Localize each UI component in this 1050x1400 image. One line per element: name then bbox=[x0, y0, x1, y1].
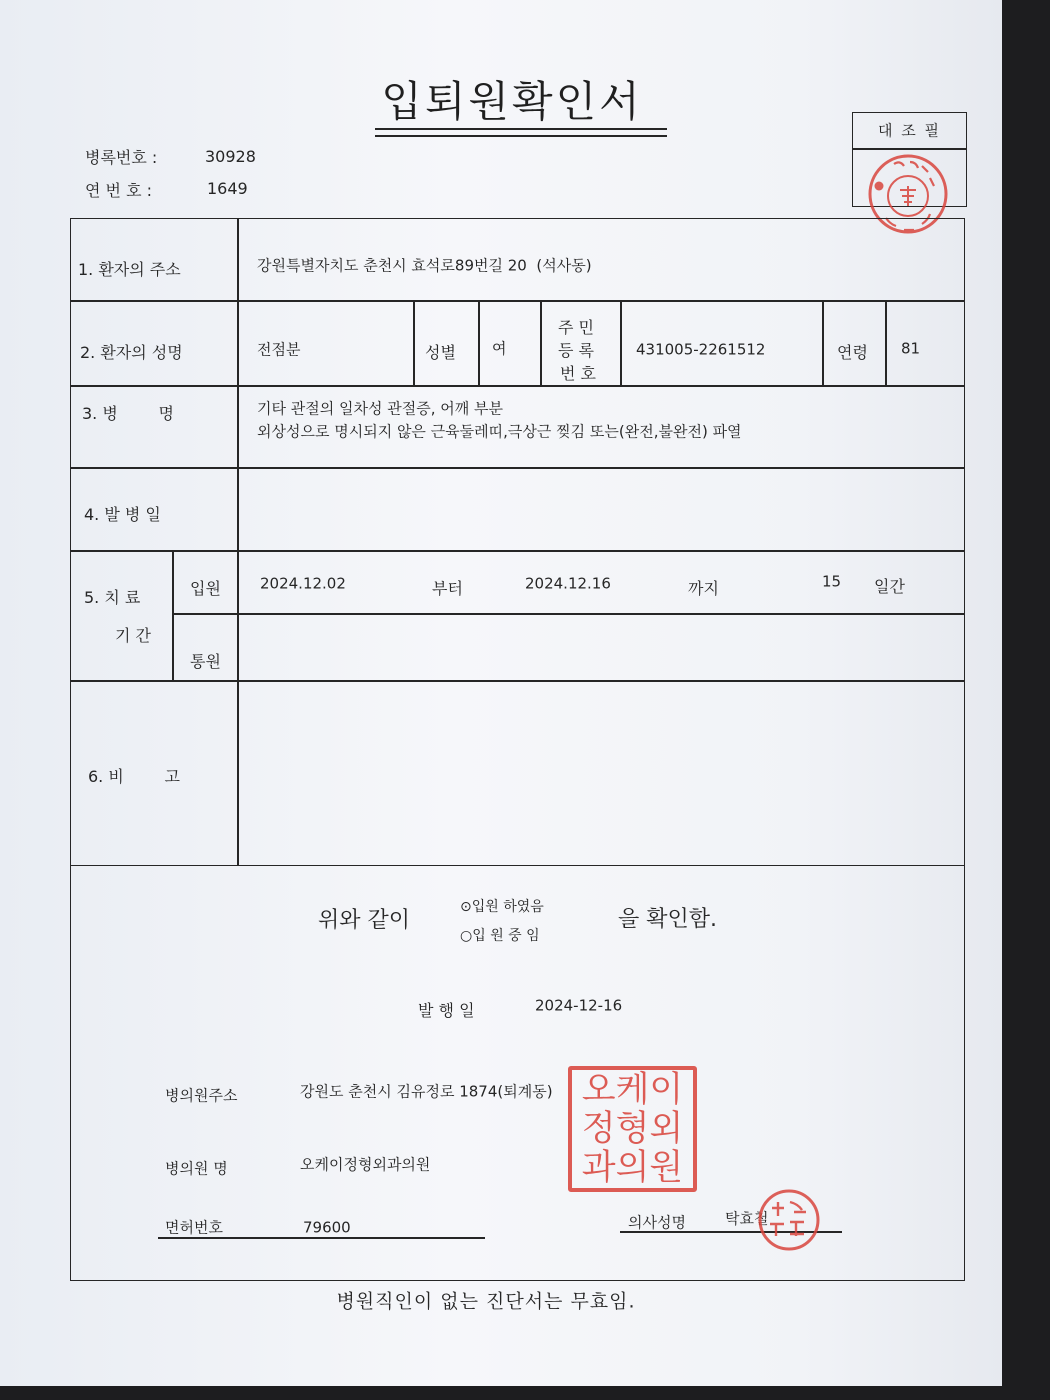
license-underline bbox=[158, 1237, 485, 1239]
inpatient-label: 입원 bbox=[190, 579, 221, 598]
outpatient-label: 통원 bbox=[190, 652, 221, 671]
hospital-seal bbox=[568, 1066, 697, 1192]
table-rule bbox=[413, 300, 415, 385]
license-number-label: 면허번호 bbox=[165, 1218, 223, 1237]
inpatient-to-date: 2024.12.16 bbox=[525, 574, 611, 593]
rrn-label: 주 민 bbox=[558, 318, 594, 337]
treatment-period-label: 5. 치 료 bbox=[84, 588, 141, 607]
hospital-seal-line: 과의원 bbox=[581, 1147, 684, 1188]
table-rule bbox=[70, 550, 965, 552]
serial-number-value: 1649 bbox=[207, 179, 248, 198]
footer-notice: 병원직인이 없는 진단서는 무효임. bbox=[336, 1290, 636, 1313]
remarks-label: 6. 비 고 bbox=[88, 767, 180, 786]
clinic-name-value: 오케이정형외과의원 bbox=[300, 1155, 431, 1174]
hospital-seal-line: 정형외 bbox=[581, 1108, 684, 1149]
table-rule bbox=[70, 300, 965, 302]
table-rule bbox=[885, 300, 887, 385]
table-rule bbox=[172, 550, 174, 680]
inpatient-to-suffix: 까지 bbox=[688, 579, 719, 598]
patient-name-label: 2. 환자의 성명 bbox=[80, 343, 183, 362]
option-admitted: ⊙입원 하였음 bbox=[460, 899, 544, 915]
patient-name-value: 전점분 bbox=[257, 340, 301, 359]
option-in-hospital: ○입 원 중 임 bbox=[460, 928, 540, 944]
serial-number-label: 연 번 호 : bbox=[85, 181, 153, 200]
address-value: 강원특별자치도 춘천시 효석로89번길 20 (석사동) bbox=[257, 256, 592, 275]
table-rule bbox=[70, 467, 965, 469]
clinic-address-label: 병의원주소 bbox=[165, 1086, 238, 1105]
record-number-label: 병록번호 : bbox=[85, 148, 158, 167]
table-rule bbox=[478, 300, 480, 385]
treatment-period-label: 기 간 bbox=[115, 626, 151, 645]
rrn-label: 번 호 bbox=[560, 364, 596, 383]
issue-date-label: 발 행 일 bbox=[418, 1001, 475, 1020]
inpatient-days-suffix: 일간 bbox=[874, 577, 905, 596]
license-number-value: 79600 bbox=[303, 1218, 351, 1237]
confirmation-prefix: 위와 같이 bbox=[318, 908, 411, 933]
sex-label: 성별 bbox=[425, 343, 456, 362]
table-rule bbox=[620, 300, 622, 385]
hospital-seal-line: 오케이 bbox=[581, 1069, 684, 1110]
clinic-name-label: 병의원 명 bbox=[165, 1159, 228, 1178]
inpatient-days: 15 bbox=[822, 572, 842, 591]
check-box-label: 대 조 필 bbox=[877, 121, 941, 140]
record-number-value: 30928 bbox=[205, 147, 256, 166]
age-label: 연령 bbox=[837, 343, 868, 362]
rrn-label: 등 록 bbox=[558, 341, 594, 360]
address-label: 1. 환자의 주소 bbox=[78, 260, 181, 279]
diagnosis-label: 3. 병 명 bbox=[82, 404, 174, 423]
document-title: 입퇴원확인서 bbox=[381, 77, 643, 126]
clinic-address-value: 강원도 춘천시 김유정로 1874(퇴계동) bbox=[300, 1082, 553, 1101]
doctor-seal bbox=[756, 1188, 822, 1252]
diagnosis-line: 기타 관절의 일차성 관절증, 어깨 부분 bbox=[257, 399, 503, 418]
sex-value: 여 bbox=[492, 339, 507, 358]
doctor-name-label: 의사성명 bbox=[628, 1213, 686, 1232]
table-rule bbox=[237, 218, 239, 866]
table-rule bbox=[70, 680, 965, 682]
table-rule bbox=[822, 300, 824, 385]
onset-label: 4. 발 병 일 bbox=[84, 505, 161, 524]
issue-date-value: 2024-12-16 bbox=[535, 996, 623, 1015]
inpatient-from-suffix: 부터 bbox=[432, 579, 463, 598]
age-value: 81 bbox=[901, 339, 921, 358]
rrn-value: 431005-2261512 bbox=[636, 340, 766, 359]
inpatient-from-date: 2024.12.02 bbox=[260, 574, 346, 593]
title-underline bbox=[375, 135, 667, 137]
table-rule bbox=[70, 385, 965, 387]
title-underline bbox=[375, 128, 667, 130]
info-table bbox=[70, 218, 965, 866]
doctor-name-value: 탁효철 bbox=[725, 1209, 769, 1228]
diagnosis-line: 외상성으로 명시되지 않은 근육둘레띠,극상근 찢김 또는(완전,불완전) 파열 bbox=[257, 422, 742, 441]
table-rule bbox=[172, 613, 965, 615]
table-rule bbox=[540, 300, 542, 385]
confirmation-suffix: 을 확인함. bbox=[618, 907, 717, 932]
